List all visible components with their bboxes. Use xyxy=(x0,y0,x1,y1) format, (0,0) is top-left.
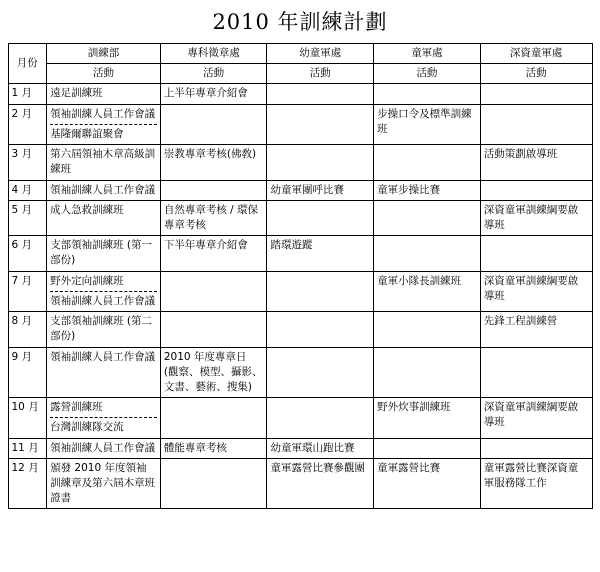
table-row xyxy=(8,347,592,398)
activity-item: 童軍露營比賽 xyxy=(377,461,441,474)
activity-item: 崇教專章考核(佛敎) xyxy=(163,148,257,161)
header-row-departments xyxy=(8,44,592,64)
activity-cell-scout-dept xyxy=(374,398,481,438)
activity-cell-venture-dept xyxy=(480,398,592,438)
table-row xyxy=(8,200,592,235)
activity-cell-cub-dept xyxy=(267,104,374,144)
activity-cell-venture-dept xyxy=(480,145,592,180)
activity-cell-badge-dept xyxy=(160,438,267,458)
activity-cell-scout-dept xyxy=(374,438,481,458)
activity-cell-venture-dept xyxy=(480,200,592,235)
activity-cell-training-dept xyxy=(47,458,161,509)
activity-empty xyxy=(270,107,370,122)
activity-item: 步操口令及標準訓練班 xyxy=(377,107,472,135)
activity-item: 下半年專章介紹會 xyxy=(163,239,248,252)
activity-item: 支部領袖訓練班 (第二部份) xyxy=(50,315,153,343)
month-cell: 2 月 xyxy=(8,104,47,144)
activity-empty xyxy=(270,86,370,101)
activity-cell-cub-dept xyxy=(267,398,374,438)
activity-cell-badge-dept xyxy=(160,236,267,271)
subheader-activity-venture: 活動 xyxy=(480,64,592,84)
activity-item: 先鋒工程訓練營 xyxy=(483,315,558,328)
column-header-venture-dept: 深資童軍處 xyxy=(480,44,592,64)
activity-empty xyxy=(484,238,589,253)
training-schedule-table xyxy=(8,43,593,509)
table-row xyxy=(8,180,592,200)
table-body xyxy=(8,84,592,509)
activity-item: 第六屆領袖木章高級訓練班 xyxy=(50,148,156,176)
activity-cell-training-dept xyxy=(47,312,161,347)
activity-item: 深資童軍訓練綱要啟導班 xyxy=(483,401,579,429)
activity-empty xyxy=(484,183,589,198)
activity-empty xyxy=(484,441,589,456)
table-row xyxy=(8,84,592,104)
activity-cell-cub-dept xyxy=(267,145,374,180)
header-row-activity xyxy=(8,64,592,84)
table-row xyxy=(8,104,592,144)
activity-cell-venture-dept xyxy=(480,438,592,458)
month-cell: 6 月 xyxy=(8,236,47,271)
activity-cell-cub-dept xyxy=(267,236,374,271)
activity-cell-training-dept xyxy=(47,236,161,271)
activity-empty xyxy=(164,107,264,122)
activity-item: 野外炊事訓練班 xyxy=(377,401,451,414)
activity-cell-scout-dept xyxy=(374,458,481,509)
activity-empty xyxy=(164,314,264,329)
activity-empty xyxy=(377,350,477,365)
activity-cell-cub-dept xyxy=(267,84,374,104)
activity-cell-scout-dept xyxy=(374,200,481,235)
activity-item: 領袖訓練人員工作會議 xyxy=(50,441,156,454)
activity-item: 體能專章考核 xyxy=(163,441,227,454)
activity-cell-scout-dept xyxy=(374,312,481,347)
month-cell: 7 月 xyxy=(8,271,47,311)
activity-item: 童軍步操比賽 xyxy=(377,183,441,196)
activity-cell-venture-dept xyxy=(480,271,592,311)
activity-empty xyxy=(377,203,477,218)
activity-empty xyxy=(164,461,264,476)
activity-empty xyxy=(270,147,370,162)
subheader-activity-badge: 活動 xyxy=(160,64,267,84)
activity-cell-training-dept xyxy=(47,104,161,144)
activity-empty xyxy=(377,314,477,329)
column-header-month: 月份 xyxy=(8,44,47,84)
activity-item: 台灣訓練隊交流 xyxy=(50,421,124,434)
activity-cell-cub-dept xyxy=(267,200,374,235)
activity-cell-badge-dept xyxy=(160,347,267,398)
table-row xyxy=(8,145,592,180)
activity-cell-cub-dept xyxy=(267,312,374,347)
column-header-scout-dept: 童軍處 xyxy=(374,44,481,64)
month-cell: 1 月 xyxy=(8,84,47,104)
activity-cell-venture-dept xyxy=(480,312,592,347)
activity-cell-training-dept xyxy=(47,84,161,104)
column-header-badge-dept: 專科徵章處 xyxy=(160,44,267,64)
activity-empty xyxy=(164,274,264,289)
activity-cell-training-dept xyxy=(47,398,161,438)
table-row xyxy=(8,236,592,271)
subheader-activity-training: 活動 xyxy=(47,64,161,84)
activity-item: 露營訓練班 xyxy=(50,401,103,414)
activity-cell-badge-dept xyxy=(160,145,267,180)
activity-item: 基隆爾聯誼聚會 xyxy=(50,127,124,140)
month-cell: 8 月 xyxy=(8,312,47,347)
activity-empty xyxy=(270,274,370,289)
month-cell: 4 月 xyxy=(8,180,47,200)
activity-empty xyxy=(270,400,370,415)
activity-cell-cub-dept xyxy=(267,180,374,200)
activity-cell-scout-dept xyxy=(374,84,481,104)
activity-empty xyxy=(164,400,264,415)
activity-cell-training-dept xyxy=(47,347,161,398)
activity-item: 頒發 2010 年度領袖訓練章及第六屆木章班證書 xyxy=(50,461,156,505)
activity-cell-badge-dept xyxy=(160,312,267,347)
activity-empty xyxy=(270,350,370,365)
activity-cell-venture-dept xyxy=(480,347,592,398)
activity-item: 童軍小隊長訓練班 xyxy=(377,274,462,287)
activity-item: 遠足訓練班 xyxy=(50,87,103,100)
activity-cell-training-dept xyxy=(47,271,161,311)
table-row xyxy=(8,438,592,458)
month-cell: 5 月 xyxy=(8,200,47,235)
activity-item: 領袖訓練人員工作會議 xyxy=(50,183,156,196)
activity-empty xyxy=(270,314,370,329)
activity-cell-training-dept xyxy=(47,200,161,235)
table-row xyxy=(8,271,592,311)
activity-item: 幼童軍環山跑比賽 xyxy=(270,441,355,454)
table-row xyxy=(8,312,592,347)
activity-divider xyxy=(50,417,157,418)
month-cell: 9 月 xyxy=(8,347,47,398)
activity-cell-badge-dept xyxy=(160,271,267,311)
activity-item: 自然專章考核 / 環保專章考核 xyxy=(163,203,259,231)
activity-cell-scout-dept xyxy=(374,145,481,180)
activity-cell-venture-dept xyxy=(480,458,592,509)
activity-empty xyxy=(484,107,589,122)
activity-cell-badge-dept xyxy=(160,458,267,509)
activity-cell-venture-dept xyxy=(480,180,592,200)
activity-divider xyxy=(50,291,157,292)
activity-empty xyxy=(377,238,477,253)
table-row xyxy=(8,458,592,509)
activity-item: 幼童軍團呼比賽 xyxy=(270,183,344,196)
activity-cell-badge-dept xyxy=(160,398,267,438)
activity-empty xyxy=(164,183,264,198)
table-row xyxy=(8,398,592,438)
activity-cell-badge-dept xyxy=(160,84,267,104)
activity-item: 領袖訓練人員工作會議 xyxy=(50,294,156,307)
activity-cell-scout-dept xyxy=(374,104,481,144)
month-cell: 3 月 xyxy=(8,145,47,180)
activity-item: 2010 年度專章日 (觀察、模型、攝影、文書、藝術、搜集) xyxy=(163,350,263,393)
activity-empty xyxy=(377,147,477,162)
month-cell: 12 月 xyxy=(8,458,47,509)
activity-cell-training-dept xyxy=(47,145,161,180)
activity-item: 領袖訓練人員工作會議 xyxy=(50,350,156,363)
activity-cell-badge-dept xyxy=(160,200,267,235)
activity-cell-training-dept xyxy=(47,438,161,458)
activity-cell-badge-dept xyxy=(160,104,267,144)
activity-cell-venture-dept xyxy=(480,104,592,144)
activity-item: 領袖訓練人員工作會議 xyxy=(50,107,156,120)
month-cell: 10 月 xyxy=(8,398,47,438)
activity-item: 童軍露營比賽深資童軍服務隊工作 xyxy=(483,461,579,490)
subheader-activity-cub: 活動 xyxy=(267,64,374,84)
activity-item: 深資童軍訓練綱要啟導班 xyxy=(483,274,579,302)
activity-cell-cub-dept xyxy=(267,458,374,509)
activity-item: 成人急救訓練班 xyxy=(50,203,124,216)
activity-cell-scout-dept xyxy=(374,236,481,271)
activity-cell-cub-dept xyxy=(267,347,374,398)
subheader-activity-scout: 活動 xyxy=(374,64,481,84)
activity-cell-training-dept xyxy=(47,180,161,200)
activity-divider xyxy=(50,124,157,125)
activity-cell-venture-dept xyxy=(480,236,592,271)
activity-empty xyxy=(484,86,589,101)
activity-empty xyxy=(377,86,477,101)
activity-item: 上半年專章介紹會 xyxy=(163,87,248,100)
activity-cell-scout-dept xyxy=(374,347,481,398)
page-title: 2010 年訓練計劃 xyxy=(212,10,388,34)
activity-cell-venture-dept xyxy=(480,84,592,104)
activity-cell-cub-dept xyxy=(267,438,374,458)
activity-item: 支部領袖訓練班 (第一部份) xyxy=(50,239,153,267)
column-header-training-dept: 訓練部 xyxy=(47,44,161,64)
activity-cell-scout-dept xyxy=(374,180,481,200)
activity-empty xyxy=(484,350,589,365)
activity-item: 活動策劃啟導班 xyxy=(483,148,558,161)
activity-item: 童軍露營比賽參觀團 xyxy=(270,461,365,474)
column-header-cub-dept: 幼童軍處 xyxy=(267,44,374,64)
activity-item: 踏環遊蹤 xyxy=(270,239,313,252)
activity-empty xyxy=(270,203,370,218)
activity-item: 深資童軍訓練綱要啟導班 xyxy=(483,203,579,231)
activity-item: 野外定向訓練班 xyxy=(50,274,124,287)
activity-empty xyxy=(377,441,477,456)
activity-cell-scout-dept xyxy=(374,271,481,311)
activity-cell-badge-dept xyxy=(160,180,267,200)
table-header xyxy=(8,44,592,84)
activity-cell-cub-dept xyxy=(267,271,374,311)
month-cell: 11 月 xyxy=(8,438,47,458)
